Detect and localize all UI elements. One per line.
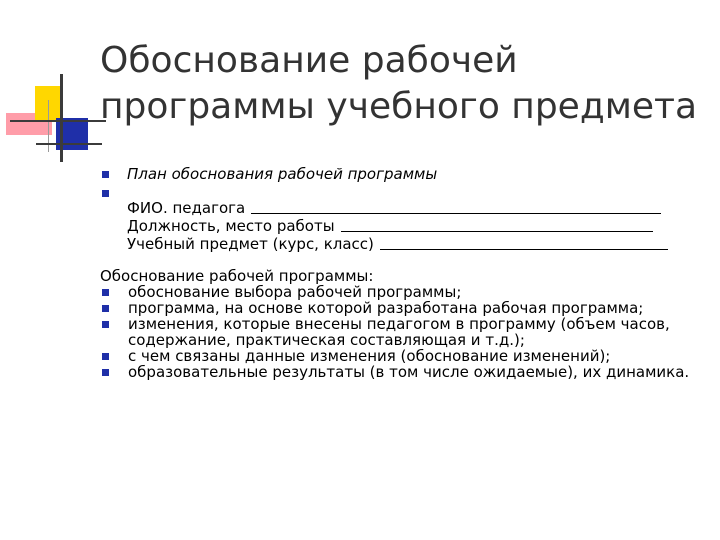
horizontal-line xyxy=(10,120,106,122)
bullet-icon xyxy=(102,353,109,360)
form-field-fio xyxy=(127,201,661,216)
fill-in-line xyxy=(251,213,661,214)
bullet-icon xyxy=(102,321,109,328)
title-line-2: программы учебного предмета xyxy=(100,86,698,127)
form-field-label: Учебный предмет (курс, класс) xyxy=(127,235,374,253)
list-item-text: обоснование выбора рабочей программы; xyxy=(128,283,462,301)
list-item-text: изменения, которые внесены педагогом в программу (объем часов, содержание, практическая составляющая и т.д.); xyxy=(128,315,670,349)
slide-title xyxy=(100,38,700,130)
horizontal-line-lower xyxy=(36,143,102,145)
justification-heading: Обоснование рабочей программы: xyxy=(100,267,374,285)
title-line-1: Обоснование рабочей xyxy=(100,40,518,81)
list-item xyxy=(100,316,700,348)
list-item xyxy=(100,364,700,380)
slide-decoration xyxy=(0,0,100,170)
list-item-text: программа, на основе которой разработана рабочая программа; xyxy=(128,299,644,317)
fill-in-line xyxy=(380,249,668,250)
vertical-line xyxy=(60,74,63,162)
fill-in-line xyxy=(341,231,653,232)
yellow-block xyxy=(35,86,63,120)
list-item xyxy=(100,300,700,316)
form-field-subject xyxy=(127,237,668,252)
bullet-icon xyxy=(102,190,109,197)
justification-section xyxy=(100,268,700,380)
list-item xyxy=(100,284,700,300)
plan-label: План обоснования рабочей программы xyxy=(127,165,438,183)
list-item-text: образовательные результаты (в том числе ожидаемые), их динамика. xyxy=(128,363,690,381)
bullet-icon xyxy=(102,289,109,296)
list-item-text: с чем связаны данные изменения (обоснование изменений); xyxy=(128,347,611,365)
bullet-icon xyxy=(102,305,109,312)
form-field-label: Должность, место работы xyxy=(127,217,335,235)
bullet-icon xyxy=(102,369,109,376)
form-field-position xyxy=(127,219,653,234)
form-field-label: ФИО. педагога xyxy=(127,199,246,217)
list-item xyxy=(100,348,700,364)
bullet-icon xyxy=(102,171,109,178)
